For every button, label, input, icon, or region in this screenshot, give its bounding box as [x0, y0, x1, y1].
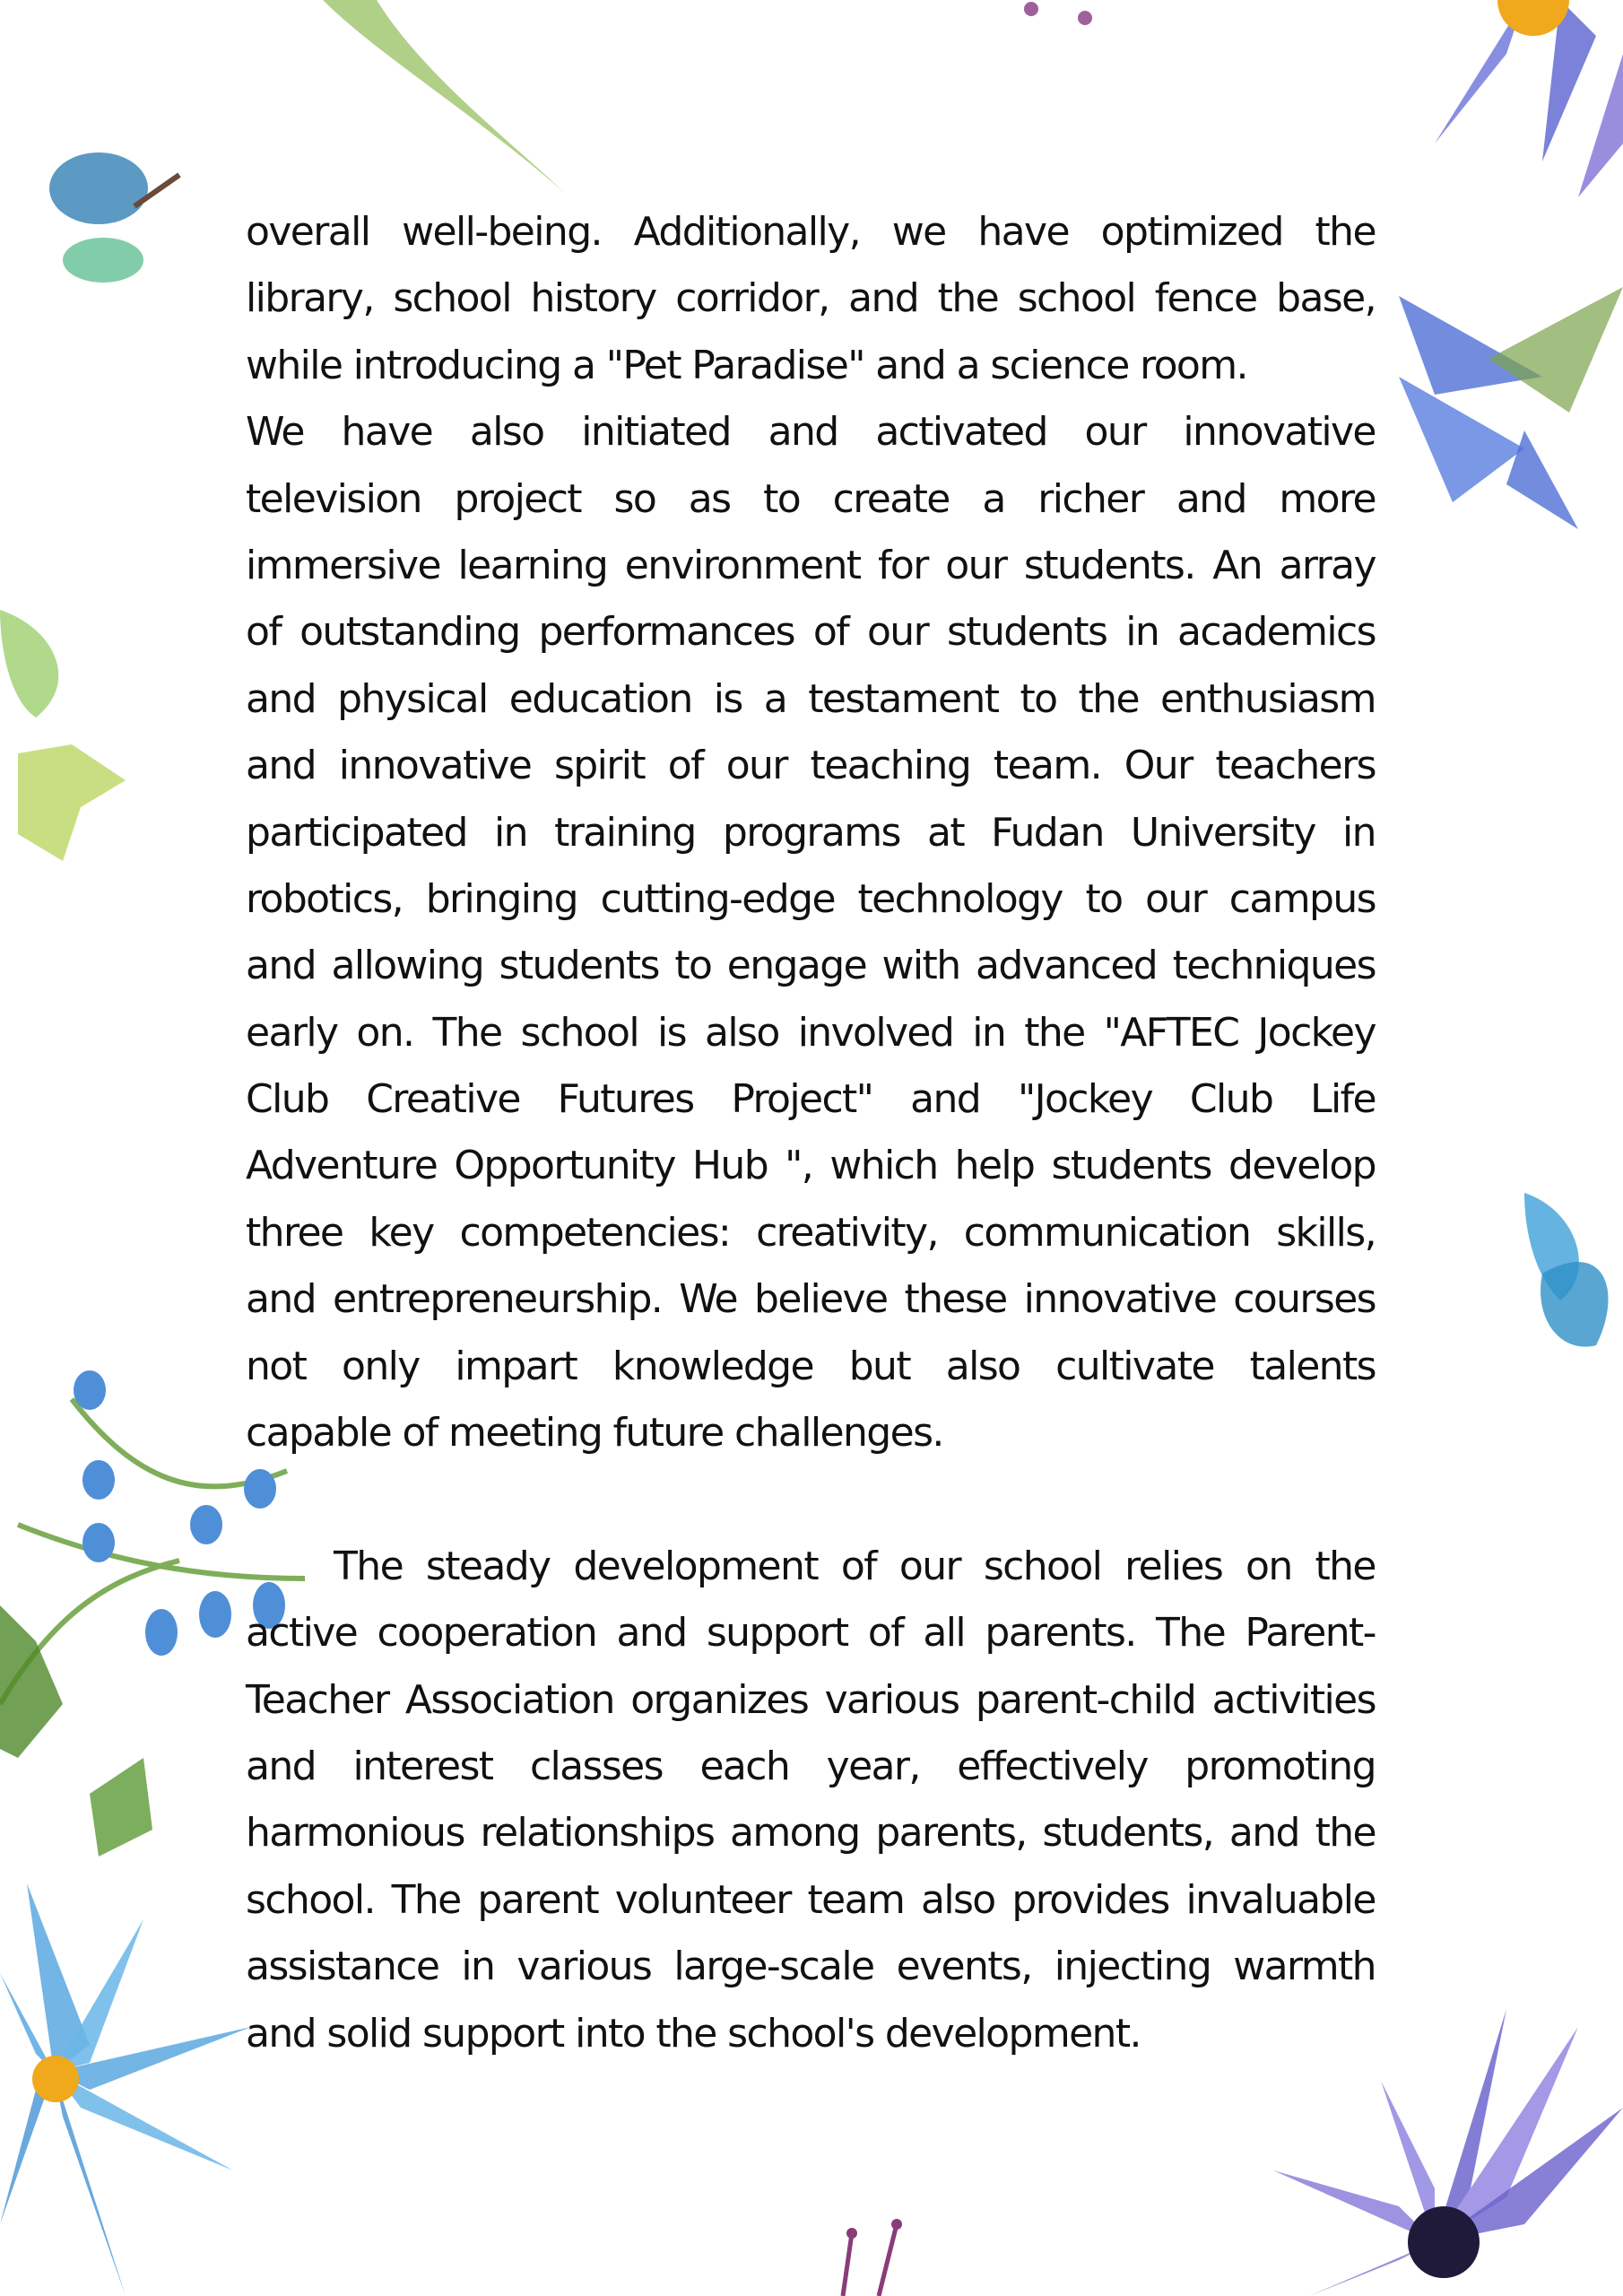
word: parent [477, 1876, 598, 1923]
word: create [832, 475, 950, 522]
word: in [461, 1944, 495, 1990]
word: We [246, 409, 304, 456]
word: effectively [957, 1743, 1148, 1789]
word: in [972, 1009, 1006, 1056]
word: allowing [331, 943, 484, 989]
word: television [246, 475, 421, 522]
word: team. [993, 743, 1102, 789]
word: which [829, 1143, 938, 1189]
word: school [520, 1009, 638, 1056]
word: parents, [875, 1810, 1027, 1857]
text-line [246, 466, 1376, 533]
word: teaching [810, 743, 971, 789]
word: history [530, 275, 656, 322]
word: innovative [338, 743, 532, 789]
word: activated [875, 409, 1047, 456]
word: The [334, 1543, 404, 1589]
word: students, [1042, 1810, 1214, 1857]
leaf-icon [0, 610, 126, 861]
word: University [1130, 809, 1315, 856]
text-line: and solid support into the school's development. [246, 2010, 1141, 2057]
document-body [246, 199, 1376, 2067]
word: for [877, 542, 928, 588]
word: knowledge [612, 1343, 813, 1389]
word: technology [857, 875, 1063, 922]
word: the [1315, 209, 1376, 255]
word: warmth [1233, 1944, 1376, 1990]
word: at [927, 809, 965, 856]
word: interest [352, 1743, 493, 1789]
word: well-being. [402, 209, 602, 255]
word: have [977, 209, 1069, 255]
word: and [910, 1076, 981, 1123]
word: Parent- [1245, 1610, 1376, 1657]
text-line: while introducing a "Pet Paradise" and a science room. [246, 342, 1247, 388]
word: and [246, 943, 316, 989]
word: and [246, 1743, 316, 1789]
word: "AFTEC [1103, 1009, 1239, 1056]
word: enthusiasm [1160, 675, 1376, 722]
word: richer [1037, 475, 1144, 522]
text-line [246, 265, 1376, 332]
word: students. [1023, 542, 1195, 588]
word: Project" [731, 1076, 873, 1123]
word: believe [754, 1276, 888, 1323]
word: library, [246, 275, 374, 322]
word: harmonious [246, 1810, 464, 1857]
word: early [246, 1009, 338, 1056]
word: and [1176, 475, 1246, 522]
word: and [616, 1610, 687, 1657]
word: organizes [630, 1676, 809, 1723]
word: students [499, 943, 659, 989]
word: in [1342, 809, 1376, 856]
word: the [937, 275, 999, 322]
blue-flower-icon [1399, 287, 1623, 529]
word: parent-child [975, 1676, 1196, 1723]
word: three [246, 1209, 343, 1256]
word: and [848, 275, 919, 322]
butterfly-icon [49, 152, 179, 283]
word: is [713, 675, 742, 722]
text-line [246, 1000, 1376, 1066]
word: steady [425, 1543, 551, 1589]
word: physical [337, 675, 488, 722]
word: to [763, 475, 801, 522]
text-line [246, 533, 1376, 599]
word: Creative [366, 1076, 520, 1123]
word: of [812, 609, 849, 656]
word: with [881, 943, 960, 989]
word: Jockey [1257, 1009, 1376, 1056]
text-line [246, 933, 1376, 999]
word: also [469, 409, 544, 456]
word: each [699, 1743, 790, 1789]
word: innovative [1023, 1276, 1217, 1323]
word: our [1145, 875, 1207, 922]
text-line [246, 1734, 1376, 1800]
word: overall [246, 209, 370, 255]
blue-daisy-icon [0, 1883, 251, 2296]
word: school [1017, 275, 1136, 322]
text-line [246, 666, 1376, 733]
text-line [246, 1667, 1376, 1734]
word: spirit [553, 743, 646, 789]
text-line [246, 1934, 1376, 2000]
word: competencies: [459, 1209, 731, 1256]
paragraph-3 [246, 1534, 1376, 2067]
word: students [946, 609, 1107, 656]
word: Hub [691, 1143, 768, 1189]
word: Teacher [246, 1676, 389, 1723]
word: learning [457, 542, 608, 588]
word: cutting-edge [600, 875, 835, 922]
word: these [904, 1276, 1007, 1323]
word: active [246, 1610, 358, 1657]
word: students [1051, 1143, 1211, 1189]
word: campus [1228, 875, 1376, 922]
word: to [1085, 875, 1123, 922]
purple-flower-icon [1435, 0, 1623, 197]
word: school. [246, 1876, 375, 1923]
word: Fudan [991, 809, 1104, 856]
word: and [768, 409, 838, 456]
word: Association [404, 1676, 614, 1723]
word: The [391, 1876, 461, 1923]
word: outstanding [299, 609, 520, 656]
word: performances [538, 609, 794, 656]
text-line [246, 866, 1376, 933]
text-line [246, 1867, 1376, 1934]
word: among [730, 1810, 860, 1857]
word: Futures [557, 1076, 694, 1123]
word: a [982, 475, 1005, 522]
word: Additionally, [633, 209, 860, 255]
word: cooperation [377, 1610, 597, 1657]
word: creativity, [756, 1209, 938, 1256]
word: of [840, 1543, 877, 1589]
word: in [493, 809, 527, 856]
word: injecting [1054, 1944, 1211, 1990]
word: robotics, [246, 875, 404, 922]
word: also [705, 1009, 779, 1056]
word: ", [785, 1143, 813, 1189]
paragraph-1 [246, 199, 1376, 399]
text-line [246, 1200, 1376, 1266]
text-line [246, 1133, 1376, 1199]
word: also [921, 1876, 995, 1923]
word: activities [1211, 1676, 1376, 1723]
word: The [432, 1009, 502, 1056]
word: innovative [1183, 409, 1376, 456]
word: volunteer [614, 1876, 791, 1923]
word: our [898, 1543, 960, 1589]
word: school [983, 1543, 1102, 1589]
word: fence [1154, 275, 1257, 322]
word: is [657, 1009, 686, 1056]
text-line [246, 1800, 1376, 1866]
word: and [246, 1276, 316, 1323]
word: on [1245, 1543, 1292, 1589]
word: relationships [480, 1810, 715, 1857]
text-line [246, 399, 1376, 465]
sprig-icon [843, 2219, 902, 2296]
word: of [246, 609, 282, 656]
word: Our [1124, 743, 1193, 789]
word: of [667, 743, 703, 789]
word: our [945, 542, 1007, 588]
word: array [1279, 542, 1376, 588]
text-line [246, 800, 1376, 866]
word: various [516, 1944, 652, 1990]
word: "Jockey [1017, 1076, 1153, 1123]
word: to [1020, 675, 1057, 722]
word: more [1279, 475, 1376, 522]
word: not [246, 1343, 307, 1389]
sprig-icon [1024, 2, 1092, 25]
word: the [1078, 675, 1139, 722]
word: our [866, 609, 929, 656]
word: Adventure [246, 1143, 438, 1189]
word: project [454, 475, 581, 522]
word: engage [726, 943, 867, 989]
word: the [1315, 1543, 1376, 1589]
paragraph-spacer [246, 1466, 1376, 1533]
word: programs [722, 809, 900, 856]
word: and [1228, 1810, 1299, 1857]
word: our [1084, 409, 1146, 456]
word: training [554, 809, 696, 856]
text-line [246, 1066, 1376, 1133]
word: have [341, 409, 433, 456]
word: all [923, 1610, 966, 1657]
word: The [1156, 1610, 1226, 1657]
word: to [674, 943, 712, 989]
word: initiated [581, 409, 731, 456]
word: relies [1124, 1543, 1223, 1589]
word: teachers [1215, 743, 1376, 789]
text-line [246, 599, 1376, 665]
word: develop [1228, 1143, 1376, 1189]
word: the [1024, 1009, 1085, 1056]
word: techniques [1172, 943, 1376, 989]
word: events, [896, 1944, 1032, 1990]
butterfly-icon [1524, 1193, 1609, 1347]
word: also [945, 1343, 1020, 1389]
word: We [679, 1276, 738, 1323]
word: various [824, 1676, 959, 1723]
word: and [246, 743, 316, 789]
word: large-scale [673, 1944, 874, 1990]
word: optimized [1100, 209, 1283, 255]
word: bringing [425, 875, 577, 922]
word: cultivate [1055, 1343, 1214, 1389]
word: assistance [246, 1944, 439, 1990]
word: impart [455, 1343, 577, 1389]
paragraph-2 [246, 399, 1376, 1466]
word: in [1125, 609, 1159, 656]
word: team [807, 1876, 905, 1923]
text-line: capable of meeting future challenges. [246, 1410, 943, 1457]
word: corridor, [675, 275, 829, 322]
text-line [246, 1534, 1376, 1600]
text-line [246, 199, 1376, 265]
word: involved [797, 1009, 954, 1056]
leaf-icon [323, 0, 565, 193]
text-line [246, 1600, 1376, 1666]
word: Opportunity [454, 1143, 675, 1189]
word: only [342, 1343, 420, 1389]
word: as [688, 475, 731, 522]
word: we [891, 209, 946, 255]
word: Club [246, 1076, 329, 1123]
word: year, [826, 1743, 920, 1789]
word: the [1315, 1810, 1376, 1857]
word: classes [529, 1743, 663, 1789]
word: skills, [1276, 1209, 1376, 1256]
word: academics [1177, 609, 1376, 656]
word: invaluable [1185, 1876, 1376, 1923]
word: base, [1276, 275, 1376, 322]
text-line [246, 733, 1376, 799]
word: entrepreneurship. [332, 1276, 663, 1323]
word: promoting [1185, 1743, 1376, 1789]
text-line [246, 1334, 1376, 1400]
text-line [246, 1266, 1376, 1333]
word: talents [1249, 1343, 1376, 1389]
word: help [954, 1143, 1035, 1189]
word: Club [1189, 1076, 1273, 1123]
word: on. [356, 1009, 414, 1056]
word: of [867, 1610, 904, 1657]
word: key [369, 1209, 434, 1256]
word: education [508, 675, 692, 722]
word: and [246, 675, 316, 722]
word: immersive [246, 542, 440, 588]
word: environment [624, 542, 861, 588]
word: advanced [975, 943, 1158, 989]
word: parents. [985, 1610, 1136, 1657]
word: our [725, 743, 787, 789]
word: provides [1011, 1876, 1169, 1923]
word: testament [808, 675, 999, 722]
word: courses [1233, 1276, 1376, 1323]
word: communication [963, 1209, 1251, 1256]
word: but [848, 1343, 910, 1389]
word: Life [1310, 1076, 1376, 1123]
word: participated [246, 809, 467, 856]
word: An [1212, 542, 1262, 588]
word: school [393, 275, 511, 322]
word: development [573, 1543, 818, 1589]
word: support [706, 1610, 848, 1657]
word: a [763, 675, 787, 722]
word: so [613, 475, 656, 522]
